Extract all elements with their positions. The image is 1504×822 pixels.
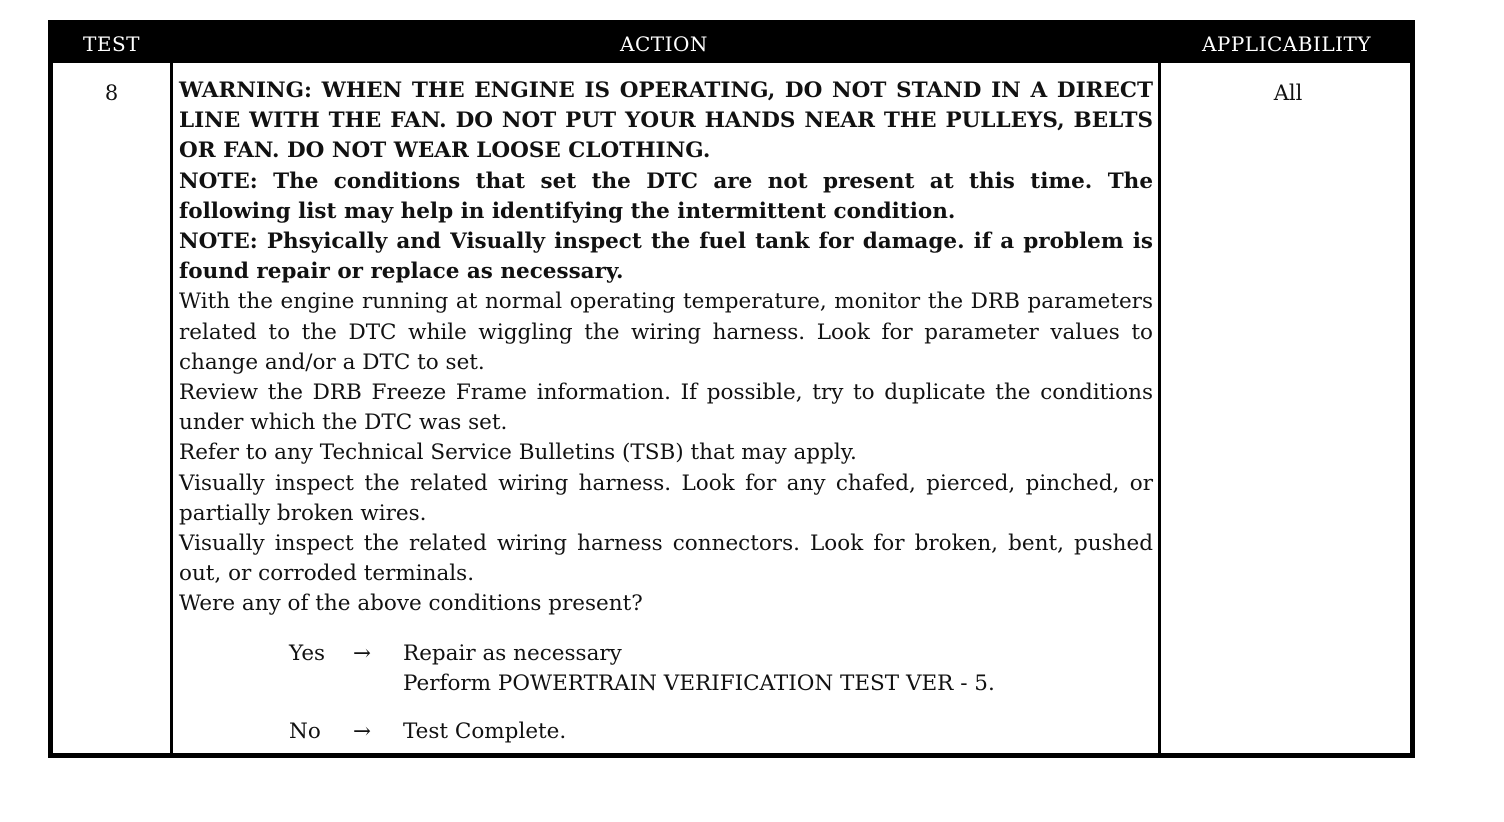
arrow-right-icon: → <box>353 641 372 666</box>
action-cell <box>179 76 1153 620</box>
applicability-value: All <box>1273 81 1303 105</box>
result-no-label: No <box>289 719 321 744</box>
result-yes-line1: Repair as necessary <box>403 641 622 666</box>
arrow-right-icon: → <box>353 719 372 744</box>
diagnostic-test-table <box>48 20 1415 758</box>
warning-paragraph: WARNING: WHEN THE ENGINE IS OPERATING, DO NOT STAND IN A DIRECT LINE WITH THE FAN. DO NOT PUT YOUR HANDS NEAR THE PULLEYS, BELTS OR FAN. DO NOT WEAR LOOSE CLOTHING. <box>179 78 1153 164</box>
result-yes-text <box>403 639 1103 699</box>
result-no-text <box>403 717 1103 747</box>
column-divider-right <box>1158 63 1161 753</box>
result-no-line1: Test Complete. <box>403 719 567 744</box>
instruction-freeze-frame: Review the DRB Freeze Frame information. If possible, try to duplicate the conditions under which the DTC was set. <box>179 380 1153 436</box>
instruction-monitor-drb: With the engine running at normal operating temperature, monitor the DRB parameters related to the DTC while wiggling the wiring harness. Look for parameter values to change and/or a DTC to set. <box>179 289 1153 375</box>
result-yes-label: Yes <box>289 641 326 666</box>
instruction-wiring-harness: Visually inspect the related wiring harness. Look for any chafed, pierced, pinched, or partially broken wires. <box>179 470 1153 526</box>
table-header <box>53 25 1410 63</box>
instruction-tsb: Refer to any Technical Service Bulletins (TSB) that may apply. <box>179 440 857 466</box>
instruction-connectors: Visually inspect the related wiring harness connectors. Look for broken, bent, pushed out, or corroded terminals. <box>179 531 1153 587</box>
result-yes-line2: Perform POWERTRAIN VERIFICATION TEST VER - 5. <box>403 671 995 696</box>
note-dtc-paragraph: NOTE: The conditions that set the DTC are not present at this time. The following list may help in identifying the intermittent condition. <box>179 168 1153 224</box>
header-applicability: APPLICABILITY <box>1201 32 1372 56</box>
question-conditions-present: Were any of the above conditions present? <box>179 591 643 617</box>
header-action: ACTION <box>620 32 708 56</box>
column-divider-left <box>170 63 173 753</box>
note-fuel-tank-paragraph: NOTE: Phsyically and Visually inspect the fuel tank for damage. if a problem is found repair or replace as necessary. <box>179 229 1153 285</box>
test-number: 8 <box>104 81 119 105</box>
header-test: TEST <box>83 32 140 56</box>
